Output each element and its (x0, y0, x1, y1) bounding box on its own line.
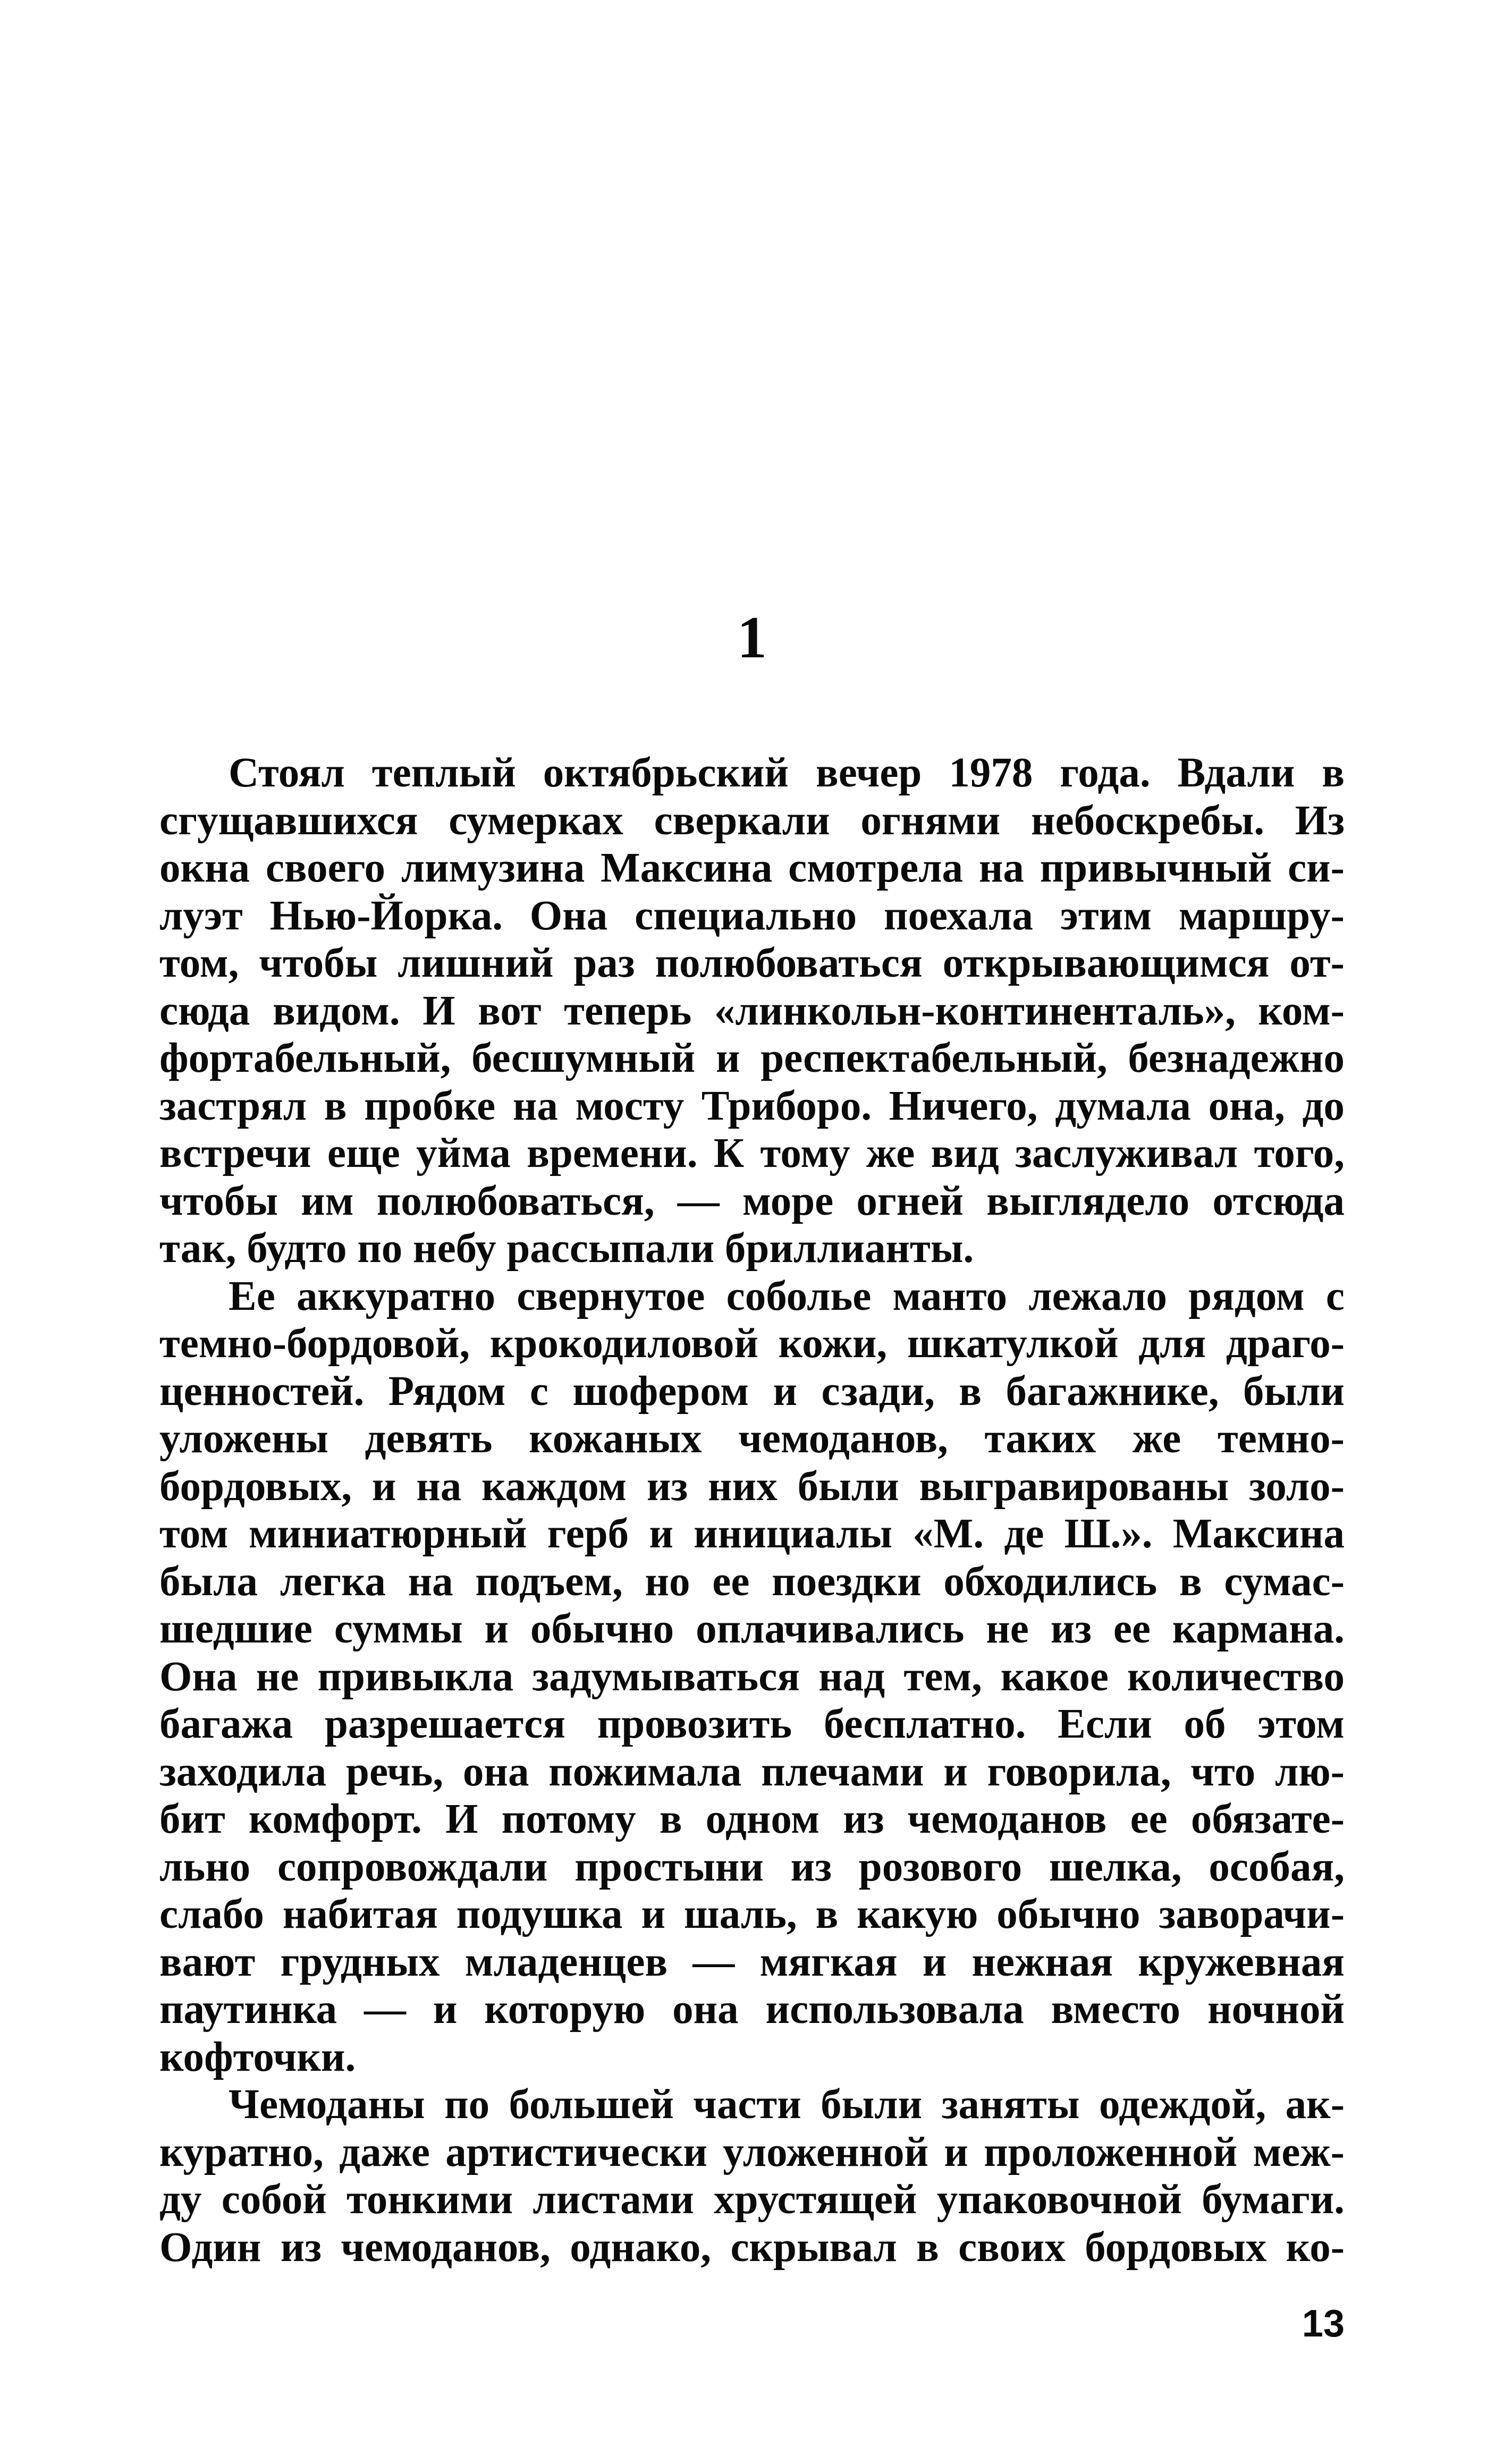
text-line: льно сопровождали простыни из розового шелка, особая, (159, 1843, 1345, 1890)
page-number: 13 (1302, 2302, 1345, 2345)
text-line: заходила речь, она пожимала плечами и говорила, что лю- (159, 1748, 1345, 1795)
text-line: том миниатюрный герб и инициалы «М. де Ш.». Максина (159, 1511, 1345, 1557)
text-line: так, будто по небу рассыпали бриллианты. (159, 1225, 974, 1272)
text-line: куратно, даже артистически уложенной и проложенной меж- (159, 2129, 1345, 2175)
text-line: уложены девять кожаных чемоданов, таких же темно- (159, 1416, 1345, 1462)
text-line: ду собой тонкими листами хрустящей упаковочной бумаги. (159, 2177, 1345, 2223)
text-line: том, чтобы лишний раз полюбоваться открывающимся от- (159, 940, 1345, 986)
text-line: сгущавшихся сумерках сверкали огнями небоскребы. Из (159, 797, 1345, 844)
text-line: слабо набитая подушка и шаль, в какую обычно заворачи- (159, 1891, 1345, 1937)
text-line: Она не привыкла задумываться над тем, какое количество (159, 1653, 1345, 1700)
text-line: ценностей. Рядом с шофером и сзади, в багажнике, были (159, 1368, 1345, 1415)
text-line: шедшие суммы и обычно оплачивались не из ее кармана. (159, 1606, 1345, 1652)
text-line: Ее аккуратно свернутое соболье манто лежало рядом с (229, 1273, 1345, 1319)
text-line: чтобы им полюбоваться, — море огней выглядело отсюда (159, 1178, 1345, 1224)
text-line: Стоял теплый октябрьский вечер 1978 года. Вдали в (229, 750, 1345, 796)
text-line: паутинка — и которую она использовала вместо ночной (159, 1986, 1345, 2033)
text-line: сюда видом. И вот теперь «линкольн-континенталь», ком- (159, 987, 1345, 1034)
text-line: была легка на подъем, но ее поездки обходились в сумас- (159, 1558, 1345, 1605)
text-line: окна своего лимузина Максина смотрела на привычный си- (159, 845, 1345, 891)
text-line: кофточки. (159, 2034, 356, 2080)
text-line: встречи еще уйма времени. К тому же вид заслуживал того, (159, 1130, 1345, 1176)
text-line: темно-бордовой, крокодиловой кожи, шкатулкой для драго- (159, 1320, 1345, 1367)
body-text (159, 749, 1345, 2271)
text-line: Чемоданы по большей части были заняты одеждой, ак- (229, 2081, 1345, 2128)
text-line: багажа разрешается провозить бесплатно. Если об этом (159, 1701, 1345, 1747)
text-line: луэт Нью-Йорка. Она специально поехала этим маршру- (159, 892, 1345, 939)
text-line: застрял в пробке на мосту Триборо. Ничего, думала она, до (159, 1082, 1345, 1129)
text-line: вают грудных младенцев — мягкая и нежная кружевная (159, 1938, 1345, 1985)
text-line: фортабельный, бесшумный и респектабельный, безнадежно (159, 1035, 1345, 1081)
text-line: бордовых, и на каждом из них были выгравированы золо- (159, 1463, 1345, 1510)
chapter-number: 1 (737, 605, 767, 671)
text-line: Один из чемоданов, однако, скрывал в своих бордовых ко- (159, 2224, 1345, 2271)
text-line: бит комфорт. И потому в одном из чемоданов ее обязате- (159, 1796, 1345, 1842)
